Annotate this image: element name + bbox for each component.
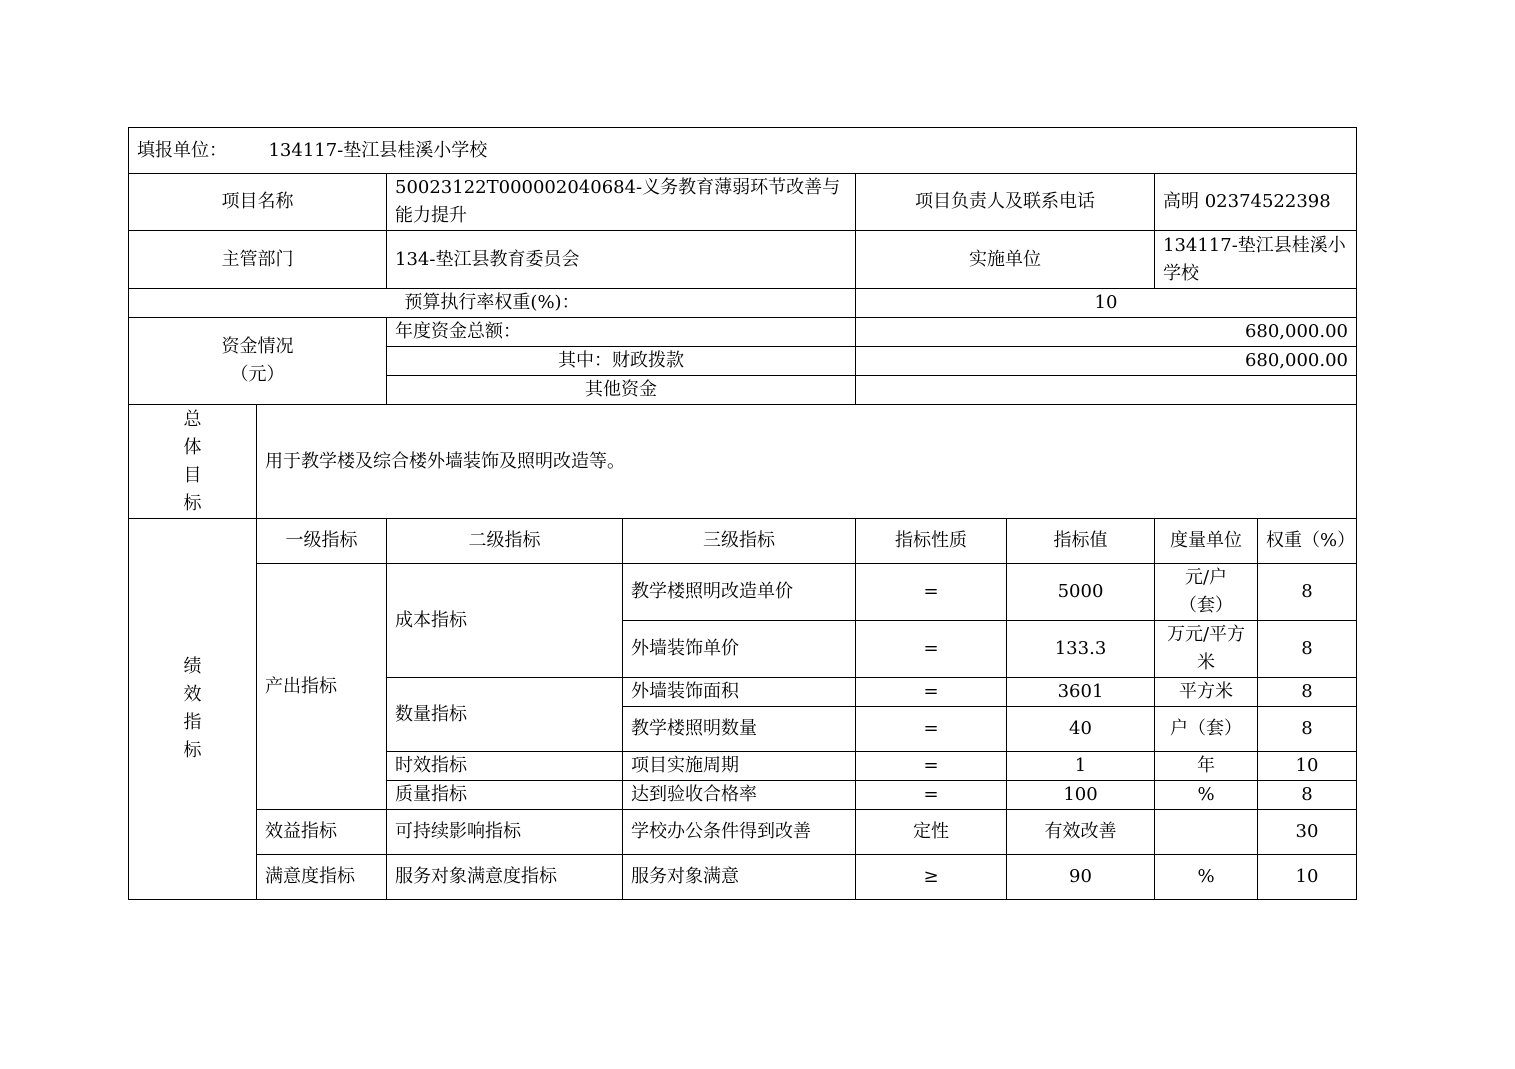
- indicator-nature: =: [856, 707, 1007, 752]
- level2-cell: 成本指标: [387, 564, 623, 678]
- indicator-weight: 8: [1258, 678, 1357, 707]
- impl-unit-value: 134117-垫江县桂溪小学校: [1155, 231, 1357, 289]
- project-contact-label: 项目负责人及联系电话: [856, 174, 1155, 231]
- indicator-weight: 8: [1258, 707, 1357, 752]
- indicator-unit: 户（套）: [1155, 707, 1258, 752]
- goal-row: [129, 405, 1357, 519]
- indicator-value: 133.3: [1007, 621, 1155, 678]
- level1-cell: 效益指标: [257, 810, 387, 855]
- indicator-nature: =: [856, 678, 1007, 707]
- indicator-name: 服务对象满意: [623, 855, 856, 900]
- table-row: [129, 810, 1357, 855]
- col-header: 度量单位: [1155, 519, 1258, 564]
- header-row: [129, 128, 1357, 174]
- indicator-name: 外墙装饰单价: [623, 621, 856, 678]
- indicator-name: 达到验收合格率: [623, 781, 856, 810]
- goal-label-char: 总: [183, 408, 202, 430]
- budget-weight-value: 10: [856, 289, 1357, 318]
- perf-label: [129, 519, 257, 900]
- goal-label: [129, 405, 257, 519]
- col-header: 一级指标: [257, 519, 387, 564]
- indicator-unit: 年: [1155, 752, 1258, 781]
- funds-section-label: [129, 318, 387, 405]
- funds-other-label: 其他资金: [387, 376, 856, 405]
- indicator-unit: 平方米: [1155, 678, 1258, 707]
- table-row: [129, 855, 1357, 900]
- indicator-unit: 元/户（套）: [1155, 564, 1258, 621]
- perf-header-row: [129, 519, 1357, 564]
- col-header: 权重（%）: [1258, 519, 1357, 564]
- funds-label-line1: 资金情况: [221, 336, 294, 357]
- performance-goal-table: [128, 127, 1357, 900]
- col-header: 三级指标: [623, 519, 856, 564]
- indicator-value: 5000: [1007, 564, 1155, 621]
- indicator-name: 学校办公条件得到改善: [623, 810, 856, 855]
- table-row: [129, 564, 1357, 621]
- project-name-label: 项目名称: [129, 174, 387, 231]
- indicator-unit: %: [1155, 855, 1258, 900]
- level1-cell: 产出指标: [257, 564, 387, 810]
- indicator-nature: =: [856, 781, 1007, 810]
- funds-other-value: [856, 376, 1357, 405]
- indicator-weight: 8: [1258, 781, 1357, 810]
- funds-fiscal-value: 680,000.00: [856, 347, 1357, 376]
- indicator-unit: 万元/平方米: [1155, 621, 1258, 678]
- indicator-value: 90: [1007, 855, 1155, 900]
- indicator-nature: =: [856, 621, 1007, 678]
- level1-cell: 满意度指标: [257, 855, 387, 900]
- goal-label-char: 体: [183, 436, 202, 458]
- indicator-value: 1: [1007, 752, 1155, 781]
- indicator-weight: 10: [1258, 855, 1357, 900]
- indicator-weight: 8: [1258, 564, 1357, 621]
- indicator-nature: =: [856, 752, 1007, 781]
- indicator-name: 外墙装饰面积: [623, 678, 856, 707]
- indicator-weight: 10: [1258, 752, 1357, 781]
- impl-unit-label: 实施单位: [856, 231, 1155, 289]
- indicator-unit: %: [1155, 781, 1258, 810]
- project-name-value: 50023122T000002040684-义务教育薄弱环节改善与能力提升: [387, 174, 856, 231]
- perf-label-char: 绩: [183, 656, 202, 677]
- dept-label: 主管部门: [129, 231, 387, 289]
- indicator-name: 教学楼照明数量: [623, 707, 856, 752]
- reporting-unit-cell: [129, 128, 1357, 174]
- col-header: 指标值: [1007, 519, 1155, 564]
- indicator-nature: ≥: [856, 855, 1007, 900]
- project-name-row: [129, 174, 1357, 231]
- project-contact-value: 高明 02374522398: [1155, 174, 1357, 231]
- dept-value: 134-垫江县教育委员会: [387, 231, 856, 289]
- level2-cell: 可持续影响指标: [387, 810, 623, 855]
- indicator-value: 3601: [1007, 678, 1155, 707]
- funds-total-value: 680,000.00: [856, 318, 1357, 347]
- funds-total-label: 年度资金总额：: [387, 318, 856, 347]
- indicator-value: 有效改善: [1007, 810, 1155, 855]
- dept-row: [129, 231, 1357, 289]
- perf-label-char: 效: [183, 684, 202, 705]
- indicator-weight: 8: [1258, 621, 1357, 678]
- goal-label-char: 标: [183, 492, 202, 514]
- indicator-value: 40: [1007, 707, 1155, 752]
- col-header: 指标性质: [856, 519, 1007, 564]
- reporting-unit-label: 填报单位：: [137, 139, 227, 161]
- level2-cell: 数量指标: [387, 678, 623, 752]
- funds-fiscal-label: 其中：财政拨款: [387, 347, 856, 376]
- indicator-unit: [1155, 810, 1258, 855]
- funds-total-row: [129, 318, 1357, 347]
- level2-cell: 质量指标: [387, 781, 623, 810]
- goal-text: 用于教学楼及综合楼外墙装饰及照明改造等。: [257, 405, 1357, 519]
- reporting-unit-value: 134117-垫江县桂溪小学校: [268, 139, 488, 161]
- budget-weight-label: 预算执行率权重(%)：: [129, 289, 856, 318]
- col-header: 二级指标: [387, 519, 623, 564]
- budget-weight-row: [129, 289, 1357, 318]
- indicator-name: 教学楼照明改造单价: [623, 564, 856, 621]
- indicator-value: 100: [1007, 781, 1155, 810]
- indicator-name: 项目实施周期: [623, 752, 856, 781]
- perf-label-char: 标: [183, 740, 202, 761]
- level2-cell: 时效指标: [387, 752, 623, 781]
- level2-cell: 服务对象满意度指标: [387, 855, 623, 900]
- indicator-nature: 定性: [856, 810, 1007, 855]
- goal-label-char: 目: [183, 464, 202, 486]
- perf-label-char: 指: [183, 712, 202, 733]
- funds-label-line2: （元）: [230, 364, 285, 385]
- indicator-nature: =: [856, 564, 1007, 621]
- indicator-weight: 30: [1258, 810, 1357, 855]
